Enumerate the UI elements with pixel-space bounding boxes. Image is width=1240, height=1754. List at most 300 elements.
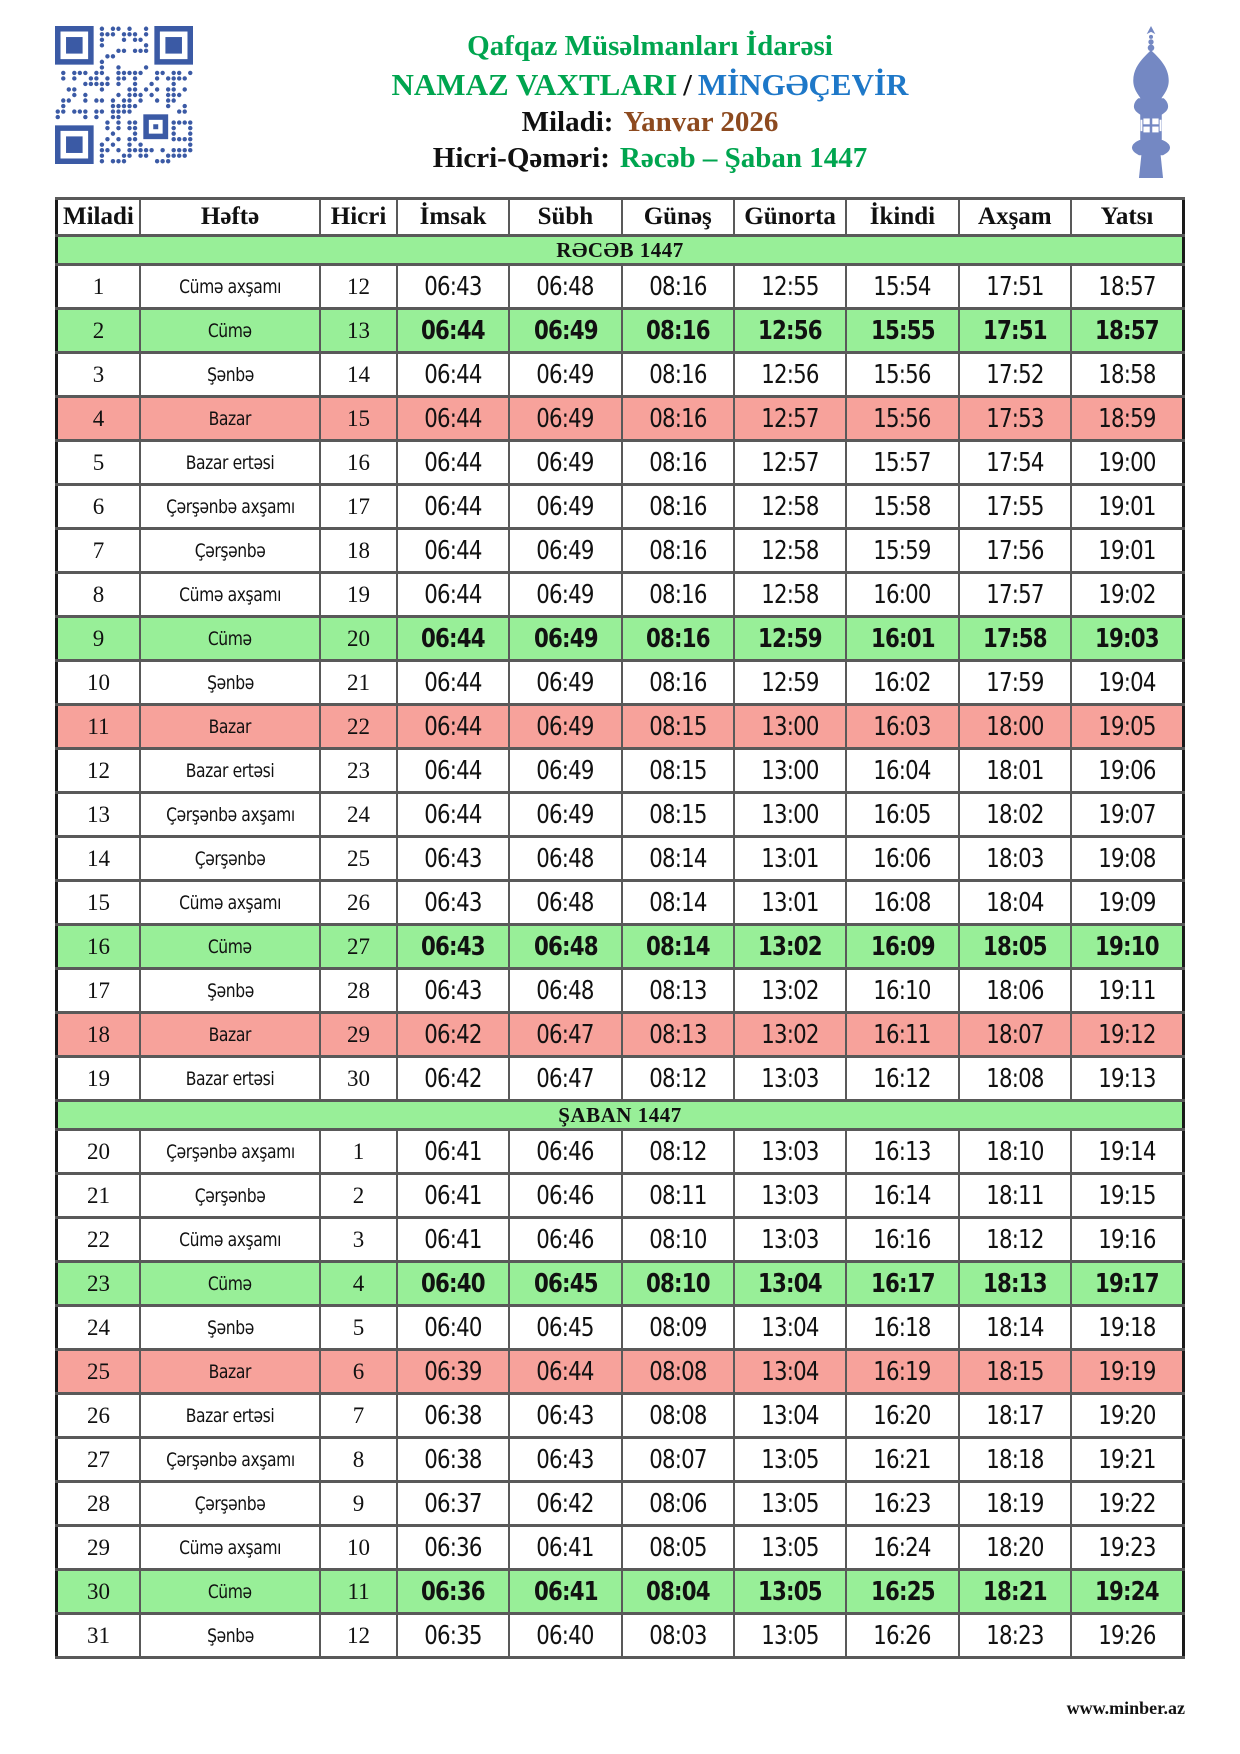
- prayer-time-cell-ikindi: [846, 617, 958, 661]
- prayer-time-cell-yatsi: [1071, 1057, 1184, 1101]
- prayer-time-value: 17:52: [986, 359, 1044, 390]
- table-row: [57, 485, 1184, 529]
- prayer-time-cell-gunes: [622, 1570, 734, 1614]
- miladi-day-cell: 5: [57, 441, 140, 485]
- prayer-time-cell-axsam: [959, 749, 1071, 793]
- prayer-time-value: 19:06: [1098, 755, 1156, 786]
- weekday-cell: [140, 1350, 320, 1394]
- prayer-time-value: 06:44: [421, 315, 485, 346]
- prayer-time-value: 06:43: [536, 1444, 595, 1475]
- weekday-label: Çərşənbə: [194, 1492, 266, 1515]
- prayer-time-cell-yatsi: [1071, 529, 1184, 573]
- prayer-time-value: 16:12: [873, 1063, 932, 1094]
- prayer-time-value: 13:03: [761, 1180, 819, 1211]
- prayer-time-cell-imsak: [397, 1614, 509, 1658]
- website-footer: www.minber.az: [1066, 1698, 1185, 1718]
- prayer-time-cell-subh: [509, 1482, 621, 1526]
- prayer-time-cell-imsak: [397, 441, 509, 485]
- prayer-time-value: 19:01: [1098, 535, 1156, 566]
- organization-title: Qafqaz Müsəlmanları İdarəsi: [467, 30, 833, 62]
- prayer-time-value: 08:12: [649, 1136, 707, 1167]
- prayer-time-cell-gunorta: [734, 1438, 846, 1482]
- weekday-label: Bazar ertəsi: [185, 451, 275, 474]
- weekday-cell: [140, 705, 320, 749]
- prayer-time-value: 18:06: [986, 975, 1044, 1006]
- prayer-time-value: 15:57: [873, 447, 932, 478]
- prayer-time-cell-gunorta: [734, 1614, 846, 1658]
- prayer-time-cell-gunes: [622, 837, 734, 881]
- prayer-time-cell-ikindi: [846, 969, 958, 1013]
- section-title: RƏCƏB 1447: [57, 236, 1184, 265]
- prayer-time-value: 06:36: [424, 1532, 482, 1563]
- prayer-time-cell-subh: [509, 1306, 621, 1350]
- weekday-label: Cümə: [208, 1580, 252, 1603]
- hicri-day-cell: 20: [320, 617, 397, 661]
- prayer-time-value: 06:44: [424, 491, 482, 522]
- prayer-time-value: 08:04: [645, 1576, 710, 1607]
- prayer-time-value: 18:19: [986, 1488, 1044, 1519]
- prayer-time-cell-imsak: [397, 309, 509, 353]
- prayer-time-value: 08:07: [649, 1444, 707, 1475]
- prayer-time-value: 19:00: [1098, 447, 1156, 478]
- hicri-day-cell: 21: [320, 661, 397, 705]
- prayer-time-cell-subh: [509, 529, 621, 573]
- prayer-time-value: 19:23: [1098, 1532, 1156, 1563]
- prayer-time-value: 08:15: [649, 799, 707, 830]
- prayer-time-cell-subh: [509, 1013, 621, 1057]
- prayer-time-value: 19:18: [1098, 1312, 1156, 1343]
- prayer-time-value: 19:01: [1098, 491, 1156, 522]
- weekday-label: Bazar: [208, 1023, 252, 1046]
- prayer-time-value: 12:56: [761, 359, 819, 390]
- prayer-time-cell-gunes: [622, 705, 734, 749]
- miladi-line: [200, 106, 1100, 139]
- prayer-time-cell-imsak: [397, 1526, 509, 1570]
- prayer-time-cell-imsak: [397, 925, 509, 969]
- miladi-day-cell: 25: [57, 1350, 140, 1394]
- prayer-time-value: 06:44: [536, 1356, 595, 1387]
- weekday-label: Çərşənbə axşamı: [165, 495, 295, 518]
- prayer-time-cell-ikindi: [846, 705, 958, 749]
- prayer-time-cell-yatsi: [1071, 749, 1184, 793]
- prayer-time-value: 18:20: [986, 1532, 1044, 1563]
- prayer-time-cell-yatsi: [1071, 1130, 1184, 1174]
- weekday-label: Cümə axşamı: [179, 1228, 282, 1251]
- prayer-time-cell-ikindi: [846, 265, 958, 309]
- prayer-time-value: 16:05: [873, 799, 932, 830]
- prayer-time-cell-imsak: [397, 1174, 509, 1218]
- col-header-subh: Sübh: [509, 199, 621, 236]
- prayer-time-value: 19:12: [1098, 1019, 1156, 1050]
- prayer-time-cell-gunes: [622, 1057, 734, 1101]
- prayer-time-value: 18:08: [986, 1063, 1044, 1094]
- weekday-cell: [140, 1174, 320, 1218]
- weekday-cell: [140, 529, 320, 573]
- prayer-time-cell-gunorta: [734, 1394, 846, 1438]
- prayer-time-value: 06:44: [424, 667, 482, 698]
- prayer-time-cell-gunes: [622, 1218, 734, 1262]
- prayer-time-cell-axsam: [959, 661, 1071, 705]
- col-header-imsak: İmsak: [397, 199, 509, 236]
- prayer-time-cell-subh: [509, 1614, 621, 1658]
- prayer-time-value: 19:16: [1098, 1224, 1156, 1255]
- miladi-day-cell: 8: [57, 573, 140, 617]
- prayer-time-value: 06:44: [424, 359, 482, 390]
- prayer-time-value: 12:56: [758, 315, 822, 346]
- table-row: [57, 397, 1184, 441]
- prayer-time-value: 17:54: [986, 447, 1044, 478]
- prayer-time-value: 13:02: [761, 975, 819, 1006]
- prayer-time-value: 19:10: [1095, 931, 1159, 962]
- prayer-time-cell-yatsi: [1071, 1218, 1184, 1262]
- prayer-time-value: 17:51: [986, 271, 1044, 302]
- prayer-time-cell-yatsi: [1071, 1013, 1184, 1057]
- weekday-label: Cümə: [208, 319, 252, 342]
- prayer-time-value: 17:51: [982, 315, 1047, 346]
- prayer-time-cell-ikindi: [846, 309, 958, 353]
- prayer-time-value: 13:05: [761, 1488, 819, 1519]
- prayer-time-cell-imsak: [397, 793, 509, 837]
- prayer-time-value: 13:02: [758, 931, 822, 962]
- prayer-time-cell-axsam: [959, 265, 1071, 309]
- section-title: ŞABAN 1447: [57, 1101, 1184, 1130]
- table-row: [57, 1350, 1184, 1394]
- prayer-time-value: 12:55: [761, 271, 819, 302]
- prayer-time-cell-imsak: [397, 881, 509, 925]
- prayer-time-cell-imsak: [397, 617, 509, 661]
- prayer-time-value: 18:23: [986, 1620, 1044, 1651]
- weekday-label: Çərşənbə: [194, 847, 266, 870]
- prayer-time-value: 08:16: [649, 403, 707, 434]
- prayer-time-cell-gunorta: [734, 441, 846, 485]
- prayer-time-cell-yatsi: [1071, 705, 1184, 749]
- hicri-day-cell: 5: [320, 1306, 397, 1350]
- prayer-time-cell-axsam: [959, 1394, 1071, 1438]
- prayer-time-value: 19:07: [1098, 799, 1156, 830]
- prayer-time-value: 08:15: [649, 755, 707, 786]
- prayer-time-cell-gunorta: [734, 573, 846, 617]
- prayer-time-value: 13:03: [761, 1224, 819, 1255]
- prayer-time-cell-gunes: [622, 1526, 734, 1570]
- table-row: [57, 1130, 1184, 1174]
- miladi-day-cell: 12: [57, 749, 140, 793]
- prayer-time-value: 06:44: [424, 579, 482, 610]
- weekday-cell: [140, 1526, 320, 1570]
- prayer-time-value: 13:05: [761, 1532, 819, 1563]
- prayer-time-cell-axsam: [959, 485, 1071, 529]
- prayer-time-cell-gunorta: [734, 661, 846, 705]
- prayer-time-value: 06:43: [424, 887, 482, 918]
- prayer-time-cell-gunes: [622, 441, 734, 485]
- title-separator: /: [683, 67, 692, 103]
- prayer-time-value: 18:04: [986, 887, 1044, 918]
- prayer-time-cell-gunorta: [734, 1174, 846, 1218]
- prayer-time-cell-yatsi: [1071, 265, 1184, 309]
- miladi-day-cell: 28: [57, 1482, 140, 1526]
- prayer-time-value: 06:47: [536, 1063, 595, 1094]
- weekday-cell: [140, 881, 320, 925]
- prayer-time-cell-gunes: [622, 793, 734, 837]
- prayer-time-cell-axsam: [959, 1438, 1071, 1482]
- prayer-time-cell-gunorta: [734, 309, 846, 353]
- prayer-time-cell-ikindi: [846, 1262, 958, 1306]
- prayer-time-value: 19:08: [1098, 843, 1156, 874]
- hicri-day-cell: 16: [320, 441, 397, 485]
- prayer-time-cell-ikindi: [846, 1570, 958, 1614]
- prayer-time-value: 19:09: [1098, 887, 1156, 918]
- prayer-time-value: 16:10: [873, 975, 932, 1006]
- prayer-time-cell-ikindi: [846, 793, 958, 837]
- prayer-time-value: 19:26: [1098, 1620, 1156, 1651]
- table-row: [57, 1394, 1184, 1438]
- prayer-time-value: 06:46: [536, 1136, 595, 1167]
- prayer-time-cell-imsak: [397, 353, 509, 397]
- prayer-time-value: 19:14: [1098, 1136, 1156, 1167]
- weekday-cell: [140, 617, 320, 661]
- prayer-time-value: 08:16: [649, 271, 707, 302]
- section-header-row: [57, 236, 1184, 265]
- prayer-time-value: 16:04: [873, 755, 932, 786]
- weekday-cell: [140, 1570, 320, 1614]
- prayer-time-cell-imsak: [397, 1013, 509, 1057]
- prayer-time-value: 13:04: [761, 1312, 819, 1343]
- prayer-time-cell-subh: [509, 1218, 621, 1262]
- prayer-time-value: 13:00: [761, 711, 819, 742]
- prayer-time-value: 13:04: [758, 1268, 822, 1299]
- hicri-day-cell: 3: [320, 1218, 397, 1262]
- prayer-time-value: 06:49: [536, 755, 595, 786]
- prayer-time-value: 06:46: [536, 1180, 595, 1211]
- prayer-time-cell-subh: [509, 1057, 621, 1101]
- table-row: [57, 1482, 1184, 1526]
- prayer-time-value: 16:00: [873, 579, 932, 610]
- prayer-time-cell-gunes: [622, 1013, 734, 1057]
- prayer-time-cell-gunorta: [734, 969, 846, 1013]
- prayer-time-cell-ikindi: [846, 881, 958, 925]
- prayer-time-cell-gunorta: [734, 1057, 846, 1101]
- prayer-time-cell-yatsi: [1071, 1306, 1184, 1350]
- weekday-cell: [140, 1130, 320, 1174]
- prayer-time-value: 06:44: [421, 623, 485, 654]
- miladi-day-cell: 4: [57, 397, 140, 441]
- weekday-cell: [140, 1394, 320, 1438]
- prayer-time-cell-ikindi: [846, 485, 958, 529]
- miladi-day-cell: 19: [57, 1057, 140, 1101]
- prayer-time-value: 13:05: [758, 1576, 822, 1607]
- prayer-time-cell-axsam: [959, 573, 1071, 617]
- table-row: [57, 881, 1184, 925]
- prayer-time-value: 18:07: [986, 1019, 1044, 1050]
- prayer-time-value: 06:48: [536, 887, 595, 918]
- table-row: [57, 925, 1184, 969]
- miladi-day-cell: 26: [57, 1394, 140, 1438]
- prayer-time-value: 06:49: [533, 315, 598, 346]
- prayer-time-cell-gunorta: [734, 529, 846, 573]
- table-row: [57, 529, 1184, 573]
- prayer-time-value: 18:18: [986, 1444, 1044, 1475]
- hicri-line: [200, 142, 1100, 175]
- col-header-yatsi: Yatsı: [1071, 199, 1184, 236]
- prayer-time-value: 08:16: [649, 535, 707, 566]
- prayer-time-cell-axsam: [959, 837, 1071, 881]
- prayer-time-cell-gunorta: [734, 1306, 846, 1350]
- table-row: [57, 1614, 1184, 1658]
- prayer-time-cell-subh: [509, 661, 621, 705]
- prayer-time-value: 16:14: [873, 1180, 932, 1211]
- weekday-label: Şənbə: [206, 1624, 254, 1647]
- prayer-time-value: 16:13: [873, 1136, 932, 1167]
- hicri-value: Rəcəb – Şaban 1447: [619, 142, 868, 175]
- miladi-day-cell: 17: [57, 969, 140, 1013]
- hicri-day-cell: 24: [320, 793, 397, 837]
- prayer-time-cell-subh: [509, 1394, 621, 1438]
- prayer-time-value: 06:44: [424, 711, 482, 742]
- prayer-time-value: 06:43: [421, 931, 485, 962]
- prayer-time-cell-yatsi: [1071, 925, 1184, 969]
- city-name: MİNGƏÇEVİR: [697, 67, 909, 103]
- prayer-time-value: 06:46: [536, 1224, 595, 1255]
- prayer-time-cell-gunorta: [734, 1350, 846, 1394]
- prayer-time-value: 06:41: [424, 1180, 482, 1211]
- prayer-time-cell-yatsi: [1071, 793, 1184, 837]
- prayer-time-cell-ikindi: [846, 573, 958, 617]
- prayer-time-value: 06:39: [424, 1356, 482, 1387]
- table-row: [57, 1013, 1184, 1057]
- prayer-time-value: 08:11: [649, 1180, 707, 1211]
- weekday-cell: [140, 309, 320, 353]
- prayer-time-cell-ikindi: [846, 1526, 958, 1570]
- prayer-time-cell-gunorta: [734, 485, 846, 529]
- table-row: [57, 793, 1184, 837]
- hicri-label: Hicri-Qəməri:: [432, 142, 610, 175]
- prayer-time-cell-subh: [509, 1130, 621, 1174]
- miladi-day-cell: 24: [57, 1306, 140, 1350]
- prayer-time-cell-gunes: [622, 881, 734, 925]
- prayer-time-cell-imsak: [397, 485, 509, 529]
- prayer-time-cell-axsam: [959, 793, 1071, 837]
- weekday-label: Cümə axşamı: [179, 583, 282, 606]
- prayer-time-cell-yatsi: [1071, 309, 1184, 353]
- prayer-time-cell-ikindi: [846, 441, 958, 485]
- prayer-time-value: 19:19: [1098, 1356, 1156, 1387]
- prayer-time-value: 06:43: [424, 271, 482, 302]
- table-row: [57, 1526, 1184, 1570]
- table-row: [57, 705, 1184, 749]
- miladi-day-cell: 20: [57, 1130, 140, 1174]
- prayer-time-cell-axsam: [959, 1350, 1071, 1394]
- prayer-time-value: 13:04: [761, 1400, 819, 1431]
- prayer-time-value: 16:26: [873, 1620, 932, 1651]
- prayer-time-value: 12:59: [761, 667, 819, 698]
- prayer-time-value: 08:13: [649, 1019, 707, 1050]
- miladi-day-cell: 11: [57, 705, 140, 749]
- prayer-time-value: 17:53: [986, 403, 1044, 434]
- prayer-time-value: 08:14: [649, 887, 707, 918]
- prayer-time-value: 16:08: [873, 887, 932, 918]
- prayer-time-value: 08:16: [649, 447, 707, 478]
- miladi-day-cell: 18: [57, 1013, 140, 1057]
- hicri-day-cell: 11: [320, 1570, 397, 1614]
- prayer-time-value: 16:03: [873, 711, 932, 742]
- prayer-time-cell-ikindi: [846, 1306, 958, 1350]
- prayer-time-cell-subh: [509, 793, 621, 837]
- prayer-time-cell-gunes: [622, 353, 734, 397]
- prayer-time-cell-ikindi: [846, 749, 958, 793]
- prayer-time-cell-gunes: [622, 1350, 734, 1394]
- prayer-time-value: 19:13: [1098, 1063, 1156, 1094]
- prayer-time-cell-axsam: [959, 925, 1071, 969]
- prayer-time-cell-axsam: [959, 529, 1071, 573]
- prayer-time-value: 19:20: [1098, 1400, 1156, 1431]
- miladi-day-cell: 7: [57, 529, 140, 573]
- weekday-label: Bazar ertəsi: [185, 1067, 275, 1090]
- weekday-cell: [140, 837, 320, 881]
- hicri-day-cell: 1: [320, 1130, 397, 1174]
- hicri-day-cell: 4: [320, 1262, 397, 1306]
- weekday-label: Şənbə: [206, 979, 254, 1002]
- prayer-time-cell-imsak: [397, 265, 509, 309]
- prayer-time-value: 06:49: [533, 623, 598, 654]
- weekday-cell: [140, 353, 320, 397]
- prayer-time-cell-axsam: [959, 969, 1071, 1013]
- hicri-day-cell: 12: [320, 1614, 397, 1658]
- prayer-time-cell-gunorta: [734, 1262, 846, 1306]
- prayer-time-value: 08:08: [649, 1400, 707, 1431]
- prayer-time-value: 06:49: [536, 491, 595, 522]
- miladi-day-cell: 27: [57, 1438, 140, 1482]
- prayer-time-cell-yatsi: [1071, 661, 1184, 705]
- prayer-time-cell-gunes: [622, 1394, 734, 1438]
- weekday-cell: [140, 925, 320, 969]
- prayer-time-cell-gunorta: [734, 353, 846, 397]
- prayer-time-cell-gunes: [622, 1174, 734, 1218]
- prayer-time-cell-axsam: [959, 1262, 1071, 1306]
- prayer-time-value: 13:04: [761, 1356, 819, 1387]
- prayer-time-value: 13:05: [761, 1620, 819, 1651]
- prayer-time-cell-axsam: [959, 617, 1071, 661]
- table-row: [57, 749, 1184, 793]
- prayer-time-value: 06:48: [536, 975, 595, 1006]
- col-header-gunorta: Günorta: [734, 199, 846, 236]
- weekday-label: Çərşənbə axşamı: [165, 1448, 295, 1471]
- prayer-time-value: 13:00: [761, 799, 819, 830]
- prayer-time-value: 18:13: [982, 1268, 1047, 1299]
- prayer-time-cell-subh: [509, 969, 621, 1013]
- prayer-time-cell-subh: [509, 1350, 621, 1394]
- prayer-time-value: 08:03: [649, 1620, 707, 1651]
- prayer-time-value: 16:19: [873, 1356, 932, 1387]
- prayer-time-cell-gunes: [622, 1482, 734, 1526]
- prayer-time-cell-axsam: [959, 1218, 1071, 1262]
- prayer-time-value: 17:56: [986, 535, 1044, 566]
- prayer-time-value: 12:59: [758, 623, 822, 654]
- weekday-cell: [140, 1482, 320, 1526]
- prayer-time-cell-imsak: [397, 529, 509, 573]
- prayer-time-cell-ikindi: [846, 1174, 958, 1218]
- prayer-time-cell-imsak: [397, 661, 509, 705]
- prayer-time-cell-ikindi: [846, 837, 958, 881]
- prayer-time-value: 06:44: [424, 755, 482, 786]
- prayer-time-cell-gunorta: [734, 749, 846, 793]
- weekday-cell: [140, 485, 320, 529]
- prayer-time-cell-subh: [509, 617, 621, 661]
- prayer-time-value: 15:55: [870, 315, 935, 346]
- miladi-day-cell: 15: [57, 881, 140, 925]
- prayer-time-value: 17:59: [986, 667, 1044, 698]
- weekday-label: Bazar ertəsi: [185, 759, 275, 782]
- prayer-time-cell-axsam: [959, 705, 1071, 749]
- prayer-time-cell-yatsi: [1071, 1570, 1184, 1614]
